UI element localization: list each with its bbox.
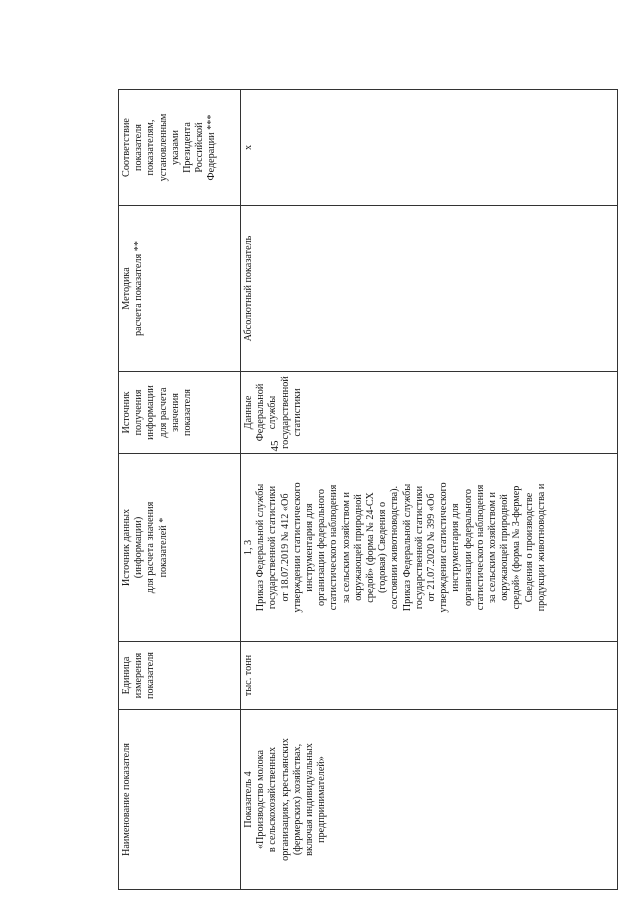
indicator-table <box>118 89 618 890</box>
header-indicator-name: Наименование показателя <box>119 710 241 890</box>
info-source-cell: Данные Федеральной службы государственной статистики <box>241 372 618 454</box>
source-ref: 1, 3 <box>243 539 254 556</box>
source-text: Приказ Федеральной службы государственной статистики от 18.07.2019 № 412 «Об утверждении статистического инструментария для организации федерального статистического наблюдения за сельским хозяйством и окружающей природной средой» (форма № 24-СХ (годовая) Сведения о состоянии животноводства). Приказ Федеральной службы государственной статистики от 21.07.2020 № 399 «Об утверждении статистического инструментария для организации федерального статистического наблюдения за сельским хозяйством и окружающей природной средой» (форма № 3-фермер Сведения о производстве продукции животноводства и <box>255 482 547 613</box>
header-method: Методика расчета показателя ** <box>119 206 241 372</box>
data-source-cell <box>241 454 618 642</box>
header-data-source: Источник данных (информации) для расчета значения показателей * <box>119 454 241 642</box>
header-unit: Единица измерения показателя <box>119 642 241 710</box>
table-row <box>241 90 618 890</box>
decree-match-cell: х <box>241 90 618 206</box>
header-row <box>119 90 241 890</box>
page-number: 45 <box>269 440 281 452</box>
rotated-table-container <box>118 90 618 890</box>
method-cell: Абсолютный показатель <box>241 206 618 372</box>
header-decree-match: Соответствие показателя показателям, установленным указами Президента Российской Федерации *** <box>119 90 241 206</box>
indicator-name-cell: Показатель 4 «Производство молока в сельскохозяйственных организациях, крестьянских (фермерских) хозяйствах, включая индивидуальных предпринимателей» <box>241 710 618 890</box>
header-info-source: Источник получения информации для расчета значения показателя <box>119 372 241 454</box>
unit-cell: тыс. тонн <box>241 642 618 710</box>
